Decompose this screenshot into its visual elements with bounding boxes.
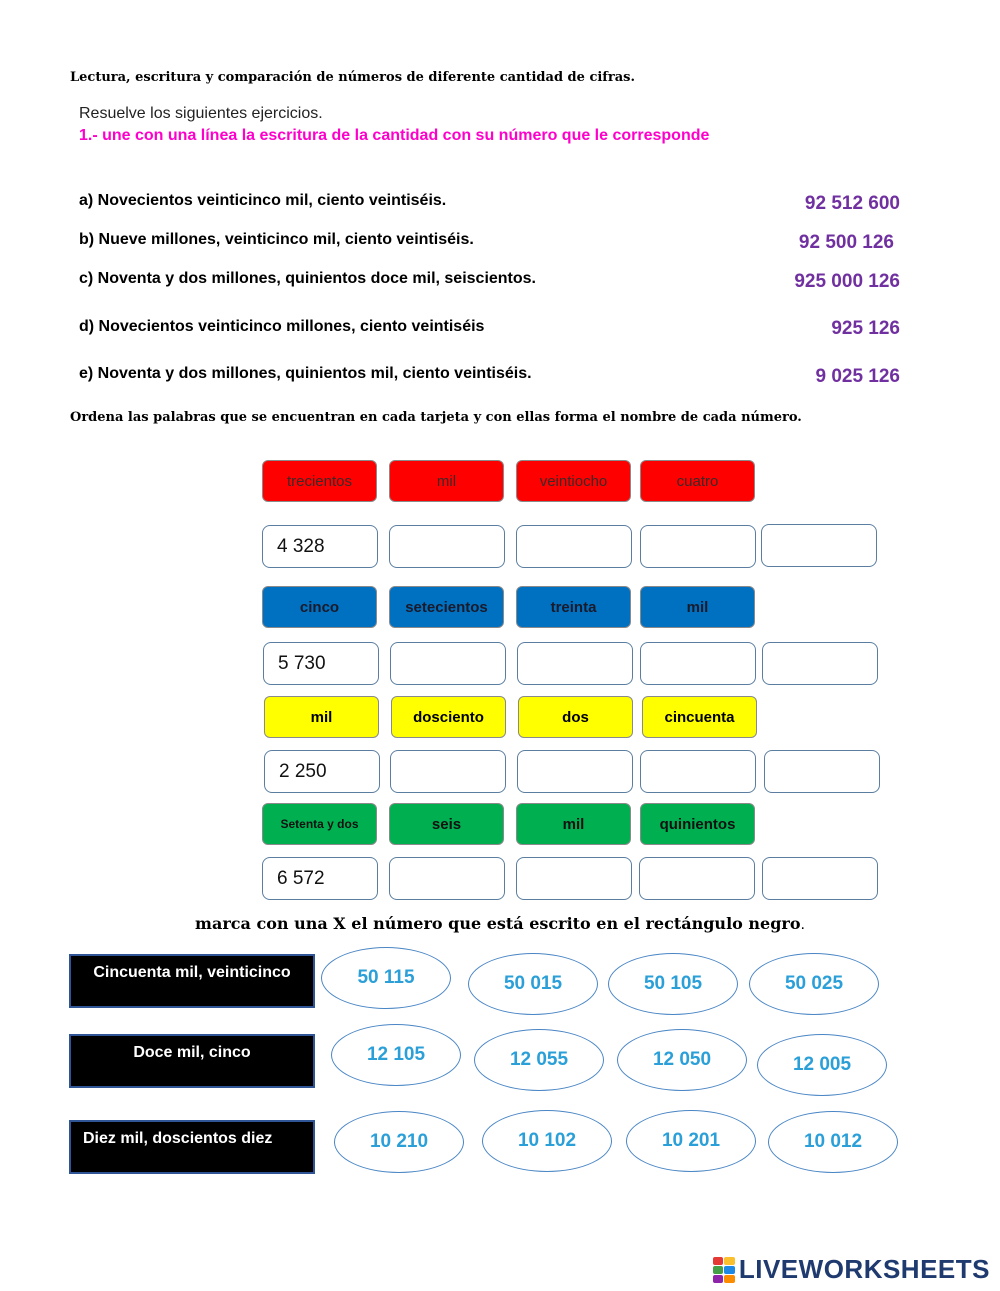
number-option-1[interactable]: 92 512 600 [804, 193, 900, 214]
answer-box[interactable] [517, 642, 633, 685]
answer-box[interactable] [640, 642, 756, 685]
word-card[interactable]: cincuenta [642, 696, 757, 738]
answer-box[interactable] [640, 525, 756, 568]
phrase-e[interactable]: e) Noventa y dos millones, quinientos mil, ciento veintiséis. [79, 365, 532, 382]
word-card[interactable]: mil [264, 696, 379, 738]
number-option-5[interactable]: 9 025 126 [815, 366, 900, 387]
option-oval[interactable]: 50 015 [468, 953, 598, 1015]
answer-box[interactable] [761, 524, 877, 567]
exercise3-heading [0, 914, 1000, 934]
option-oval[interactable]: 10 102 [482, 1110, 612, 1172]
word-card[interactable]: mil [516, 803, 631, 845]
number-box: 6 572 [262, 857, 378, 900]
word-card[interactable]: mil [640, 586, 755, 628]
answer-box[interactable] [389, 857, 505, 900]
option-oval[interactable]: 10 012 [768, 1111, 898, 1173]
number-word-label: Diez mil, doscientos diez [69, 1120, 315, 1174]
exercise3-heading-text: marca con una X el número que está escrito en el rectángulo negro [195, 914, 801, 933]
number-word-label: Doce mil, cinco [69, 1034, 315, 1088]
option-oval[interactable]: 12 055 [474, 1029, 604, 1091]
answer-box[interactable] [516, 525, 632, 568]
brand-name: LIVEWORKSHEETS [738, 1254, 990, 1284]
answer-box[interactable] [517, 750, 633, 793]
brand-footer [713, 1254, 990, 1285]
answer-box[interactable] [764, 750, 880, 793]
word-card[interactable]: treinta [516, 586, 631, 628]
number-word-label: Cincuenta mil, veinticinco [69, 954, 315, 1008]
phrase-b[interactable]: b) Nueve millones, veinticinco mil, ciento veintiséis. [79, 231, 474, 248]
exercise3-heading-period: . [800, 916, 805, 933]
number-box: 2 250 [264, 750, 380, 793]
option-oval[interactable]: 12 005 [757, 1034, 887, 1096]
option-oval[interactable]: 10 201 [626, 1110, 756, 1172]
answer-box[interactable] [762, 642, 878, 685]
option-oval[interactable]: 12 105 [331, 1024, 461, 1086]
instructions: Resuelve los siguientes ejercicios. [79, 105, 323, 122]
word-card[interactable]: cinco [262, 586, 377, 628]
option-oval[interactable]: 12 050 [617, 1029, 747, 1091]
number-option-2[interactable]: 92 500 126 [798, 232, 894, 253]
answer-box[interactable] [640, 750, 756, 793]
word-card[interactable]: mil [389, 460, 504, 502]
word-card[interactable]: quinientos [640, 803, 755, 845]
option-oval[interactable]: 10 210 [334, 1111, 464, 1173]
number-option-4[interactable]: 925 126 [831, 318, 900, 339]
answer-box[interactable] [639, 857, 755, 900]
number-box: 4 328 [262, 525, 378, 568]
phrase-c[interactable]: c) Noventa y dos millones, quinientos doce mil, seiscientos. [79, 270, 536, 287]
word-card[interactable]: trecientos [262, 460, 377, 502]
worksheet-title: Lectura, escritura y comparación de números de diferente cantidad de cifras. [70, 70, 636, 85]
answer-box[interactable] [390, 642, 506, 685]
number-box: 5 730 [263, 642, 379, 685]
phrase-d[interactable]: d) Novecientos veinticinco millones, ciento veintiséis [79, 318, 485, 335]
answer-box[interactable] [762, 857, 878, 900]
answer-box[interactable] [389, 525, 505, 568]
phrase-a[interactable]: a) Novecientos veinticinco mil, ciento veintiséis. [79, 192, 447, 209]
word-card[interactable]: seis [389, 803, 504, 845]
word-card[interactable]: setecientos [389, 586, 504, 628]
liveworksheets-logo-icon [713, 1257, 735, 1283]
option-oval[interactable]: 50 115 [321, 947, 451, 1009]
word-card[interactable]: Setenta y dos [262, 803, 377, 845]
exercise2-heading: Ordena las palabras que se encuentran en cada tarjeta y con ellas forma el nombre de cada número. [70, 410, 802, 425]
option-oval[interactable]: 50 025 [749, 953, 879, 1015]
word-card[interactable]: dosciento [391, 696, 506, 738]
word-card[interactable]: dos [518, 696, 633, 738]
word-card[interactable]: cuatro [640, 460, 755, 502]
word-card[interactable]: veintiocho [516, 460, 631, 502]
answer-box[interactable] [516, 857, 632, 900]
answer-box[interactable] [390, 750, 506, 793]
exercise1-heading: 1.- une con una línea la escritura de la cantidad con su número que le corresponde [79, 127, 710, 144]
option-oval[interactable]: 50 105 [608, 953, 738, 1015]
number-option-3[interactable]: 925 000 126 [794, 271, 900, 292]
